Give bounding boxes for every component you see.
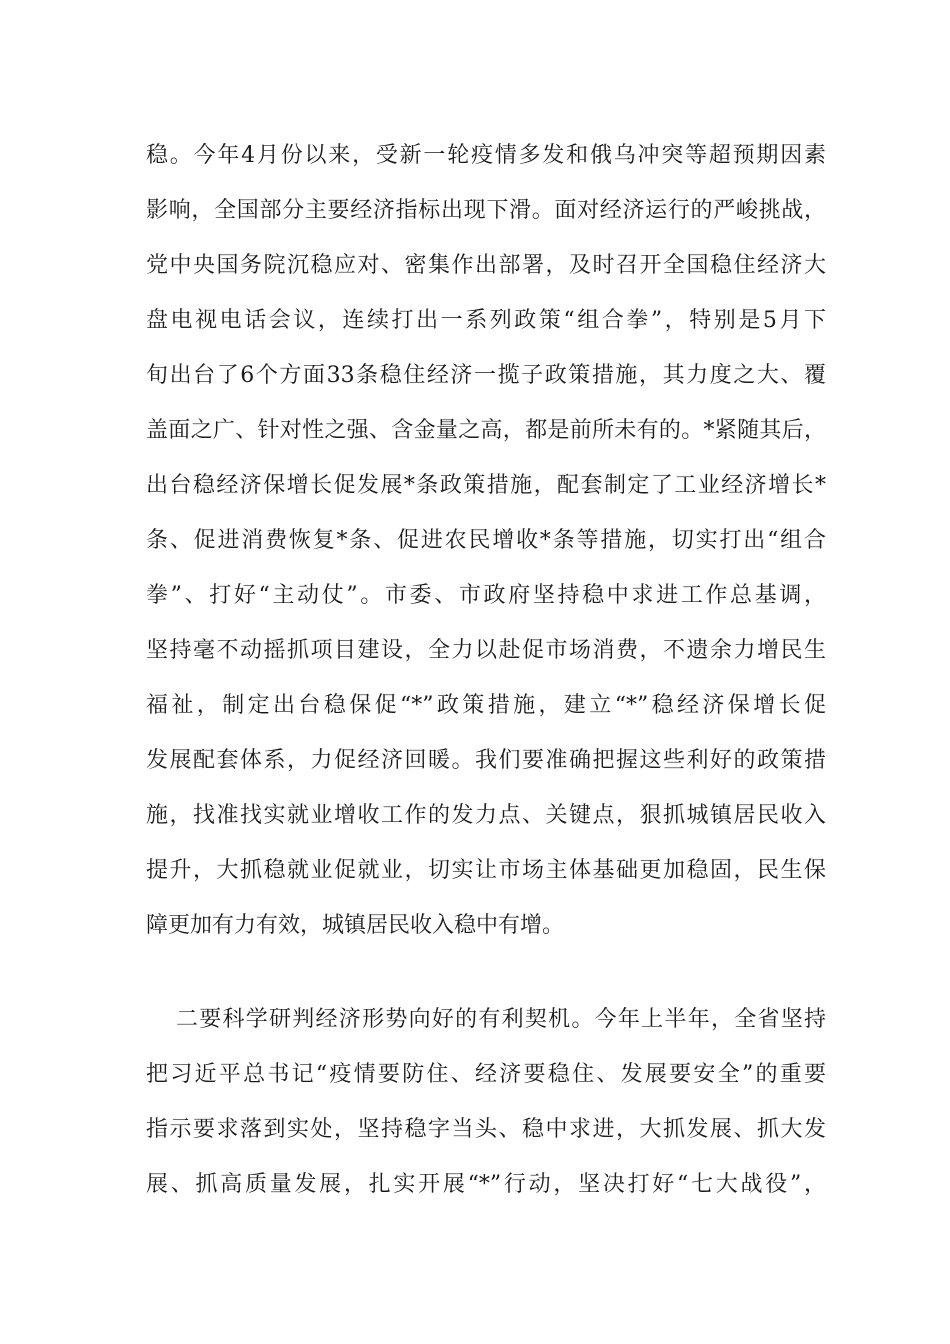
paragraph-line: 出台稳经济保增长促发展*条政策措施，配套制定了工业经济增长*: [146, 473, 826, 498]
paragraph-line: 指示要求落到实处，坚持稳字当头、稳中求进，大抓发展、抓大发: [146, 1117, 826, 1142]
paragraph-line: 福祉，制定出台稳保促“*”政策措施，建立“*”稳经济保增长促: [146, 693, 826, 718]
paragraph-line: 把习近平总书记“疫情要防住、经济要稳住、发展要安全”的重要: [146, 1062, 826, 1087]
paragraph-first-line: 二要科学研判经济形势向好的有利契机。今年上半年，全省坚持: [176, 1007, 826, 1032]
paragraph-line: 坚持毫不动摇抓项目建设，全力以赴促市场消费，不遗余力增民生: [146, 638, 826, 663]
paragraph-line: 盖面之广、针对性之强、含金量之高，都是前所未有的。*紧随其后，: [146, 418, 826, 443]
paragraph-line: 党中央国务院沉稳应对、密集作出部署，及时召开全国稳住经济大: [146, 253, 826, 278]
paragraph-line: 旬出台了6个方面33条稳住经济一揽子政策措施，其力度之大、覆: [146, 363, 826, 388]
paragraph-line: 拳”、打好“主动仗”。市委、市政府坚持稳中求进工作总基调，: [146, 583, 826, 608]
paragraph-line: 提升，大抓稳就业促就业，切实让市场主体基础更加稳固，民生保: [146, 858, 826, 883]
paragraph-line: 展、抓高质量发展，扎实开展“*”行动，坚决打好“七大战役”，: [146, 1172, 826, 1197]
paragraph-last-line: 障更加有力有效，城镇居民收入稳中有增。: [146, 913, 565, 938]
paragraph-line: 稳。今年4月份以来，受新一轮疫情多发和俄乌冲突等超预期因素: [146, 143, 826, 168]
paragraph-line: 施，找准找实就业增收工作的发力点、关键点，狠抓城镇居民收入: [146, 803, 826, 828]
paragraph-line: 发展配套体系，力促经济回暖。我们要准确把握这些利好的政策措: [146, 748, 826, 773]
paragraph-line: 盘电视电话会议，连续打出一系列政策“组合拳”，特别是5月下: [146, 308, 826, 333]
paragraph-line: 条、促进消费恢复*条、促进农民增收*条等措施，切实打出“组合: [146, 528, 826, 553]
paragraph-line: 影响，全国部分主要经济指标出现下滑。面对经济运行的严峻挑战，: [146, 198, 826, 223]
